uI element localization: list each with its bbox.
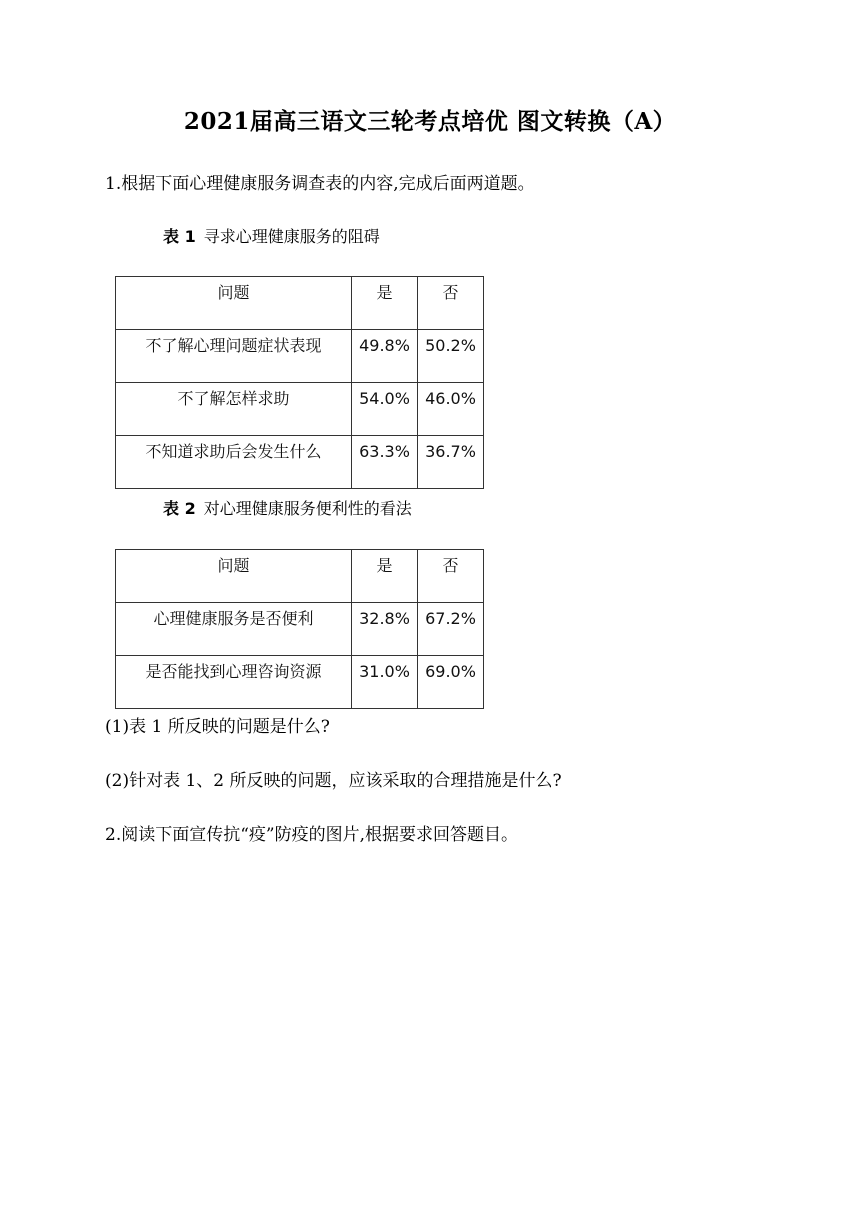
table-2-header-yes: 是: [352, 550, 418, 603]
table-1-caption-text: 寻求心理健康服务的阻碍: [203, 227, 380, 246]
table-cell-question: 心理健康服务是否便利: [116, 603, 352, 656]
table-row: [116, 656, 484, 709]
table-cell-yes: 63.3%: [352, 436, 418, 489]
table-cell-no: 67.2%: [418, 603, 484, 656]
table-1-header-yes: 是: [352, 277, 418, 330]
table-1-header-question: 问题: [116, 277, 352, 330]
table-1-header-row: [116, 277, 484, 330]
table-cell-yes: 31.0%: [352, 656, 418, 709]
table-1-header-no: 否: [418, 277, 484, 330]
question-2-intro: 2.阅读下面宣传抗“疫”防疫的图片,根据要求回答题目。: [105, 825, 519, 845]
table-cell-question: 不了解怎样求助: [116, 383, 352, 436]
table-2-label: 表 2: [163, 499, 196, 518]
question-1-sub-1: (1)表 1 所反映的问题是什么?: [105, 717, 330, 737]
table-cell-no: 50.2%: [418, 330, 484, 383]
table-1-label: 表 1: [163, 227, 196, 246]
question-1-intro: 1.根据下面心理健康服务调查表的内容,完成后面两道题。: [105, 174, 535, 194]
table-cell-no: 69.0%: [418, 656, 484, 709]
table-cell-yes: 54.0%: [352, 383, 418, 436]
table-cell-question: 不知道求助后会发生什么: [116, 436, 352, 489]
page-title: 2021届高三语文三轮考点培优 图文转换（A）: [183, 108, 677, 135]
table-row: [116, 330, 484, 383]
table-row: [116, 436, 484, 489]
question-1-sub-2: (2)针对表 1、2 所反映的问题，应该采取的合理措施是什么?: [105, 771, 562, 791]
table-cell-question: 不了解心理问题症状表现: [116, 330, 352, 383]
table-2-header-row: [116, 550, 484, 603]
table-2-header-question: 问题: [116, 550, 352, 603]
table-row: [116, 603, 484, 656]
table-2: [115, 549, 484, 709]
table-cell-yes: 32.8%: [352, 603, 418, 656]
table-cell-question: 是否能找到心理咨询资源: [116, 656, 352, 709]
table-2-caption-text: 对心理健康服务便利性的看法: [203, 499, 412, 518]
table-row: [116, 383, 484, 436]
table-cell-no: 36.7%: [418, 436, 484, 489]
table-1-caption: [163, 226, 380, 248]
table-cell-no: 46.0%: [418, 383, 484, 436]
table-2-caption: [163, 498, 412, 520]
table-cell-yes: 49.8%: [352, 330, 418, 383]
table-2-header-no: 否: [418, 550, 484, 603]
table-1: [115, 276, 484, 489]
